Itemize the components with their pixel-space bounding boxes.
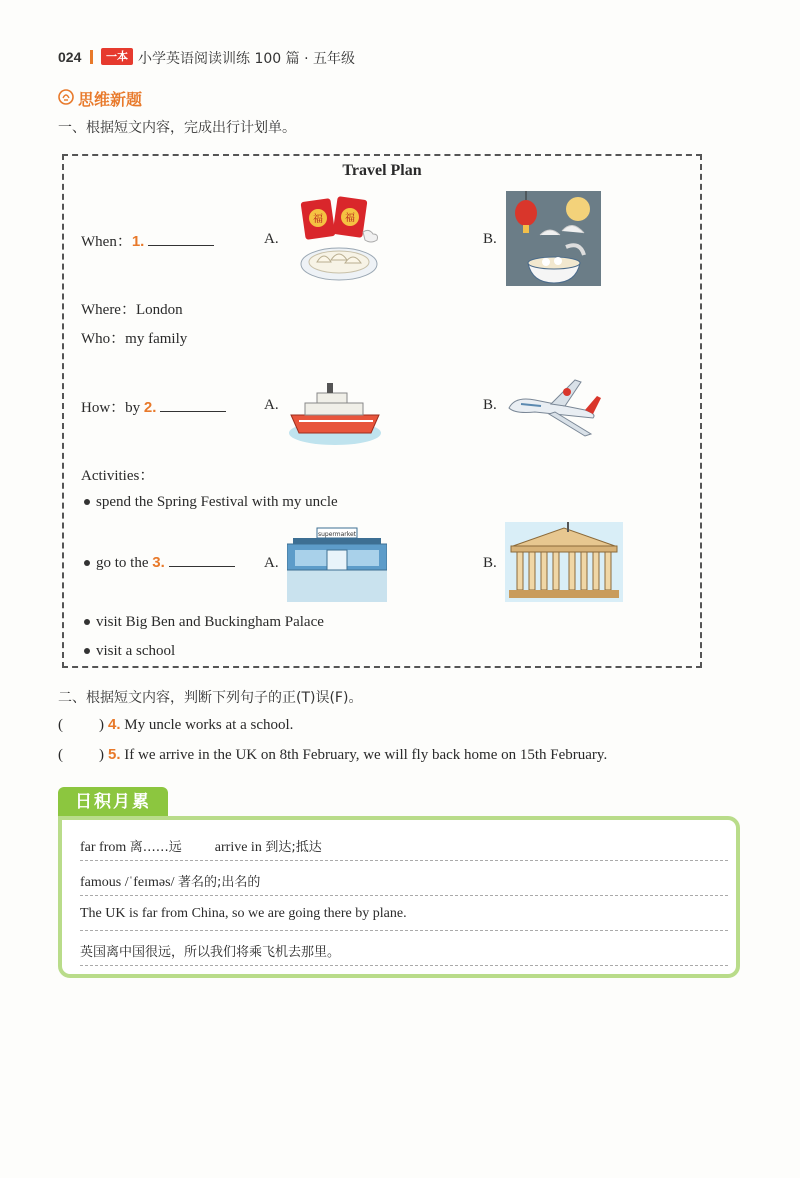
question-5-text: If we arrive in the UK on 8th February, we will fly back home on 15th February.	[124, 747, 608, 763]
bullet-dot	[84, 560, 90, 566]
mooncake-festival-image[interactable]	[506, 191, 601, 286]
question-5	[58, 746, 607, 764]
activity-3-text: visit Big Ben and Buckingham Palace	[96, 614, 324, 630]
bullet-dot	[84, 499, 90, 505]
question-1-number: 1.	[131, 233, 145, 250]
option-b-label: B.	[483, 397, 497, 413]
supermarket-sign-text: supermarket	[317, 531, 357, 538]
travel-plan-title: Travel Plan	[342, 162, 422, 179]
question-4-text: My uncle works at a school.	[124, 717, 294, 733]
daily-tab-title: 日积月累	[58, 787, 168, 817]
phrase-arrive-in: arrive in	[214, 840, 262, 855]
bullet-dot	[84, 619, 90, 625]
daily-line-3: The UK is far from China, so we are going there by plane.	[80, 906, 728, 931]
question-4	[58, 716, 293, 734]
answer-paren-4[interactable]: ( )	[58, 717, 104, 733]
answer-blank-3[interactable]	[169, 554, 235, 567]
question-4-number: 4.	[108, 716, 121, 733]
activity-3	[84, 614, 324, 631]
word-famous-cn: 著名的;出名的	[177, 875, 261, 890]
bullet-dot	[84, 648, 90, 654]
answer-paren-5[interactable]: ( )	[58, 747, 104, 763]
how-label: How：by	[81, 400, 141, 416]
book-title: 小学英语阅读训练 100 篇 · 五年级	[138, 51, 355, 67]
activity-2	[84, 554, 235, 572]
brain-icon	[58, 89, 74, 105]
activity-4	[84, 643, 175, 660]
brand-logo: 一本	[101, 48, 133, 65]
activity-2-prefix: go to the	[96, 555, 149, 571]
daily-line-2	[80, 871, 728, 896]
activity-1-text: spend the Spring Festival with my uncle	[96, 494, 338, 510]
option-b-label: B.	[483, 555, 497, 571]
answer-blank-2[interactable]	[160, 399, 226, 412]
page-number: 024	[58, 49, 82, 65]
how-line	[81, 396, 226, 417]
activity-1	[84, 494, 338, 511]
daily-line-4: 英国离中国很远，所以我们将乘飞机去那里。	[80, 941, 728, 966]
where-line: Where：London	[81, 302, 183, 318]
daily-line-1	[80, 836, 728, 861]
question-5-number: 5.	[108, 746, 121, 763]
question-2-number: 2.	[143, 399, 157, 416]
ship-image[interactable]	[287, 375, 383, 447]
when-line	[81, 230, 214, 251]
fu-character-right: 福	[345, 213, 355, 224]
dumplings-hongbao-image[interactable]	[297, 192, 381, 284]
section-title: 思维新题	[78, 90, 143, 109]
fu-character-left: 福	[313, 214, 323, 225]
option-a-label: A.	[264, 555, 279, 571]
phrase-arrive-in-cn: 到达;抵达	[265, 840, 322, 855]
when-label: When：	[81, 234, 132, 250]
instruction-one: 一、根据短文内容，完成出行计划单。	[58, 120, 296, 136]
option-a-label: A.	[264, 231, 279, 247]
option-a-label: A.	[264, 397, 279, 413]
activity-4-text: visit a school	[96, 643, 176, 659]
supermarket-image[interactable]	[287, 522, 387, 602]
activities-label: Activities：	[81, 468, 155, 484]
airplane-image[interactable]	[505, 374, 605, 440]
instruction-two: 二、根据短文内容，判断下列句子的正(T)误(F)。	[58, 690, 363, 706]
option-b-label: B.	[483, 231, 497, 247]
answer-blank-1[interactable]	[148, 233, 214, 246]
phrase-far-from-cn: 离……远	[129, 840, 182, 855]
word-famous: famous /ˈfeɪməs/	[80, 875, 175, 890]
who-line: Who：my family	[81, 331, 188, 347]
museum-image[interactable]	[505, 522, 623, 602]
question-3-number: 3.	[152, 554, 165, 571]
phrase-far-from: far from	[80, 840, 127, 855]
header-divider	[90, 50, 93, 64]
